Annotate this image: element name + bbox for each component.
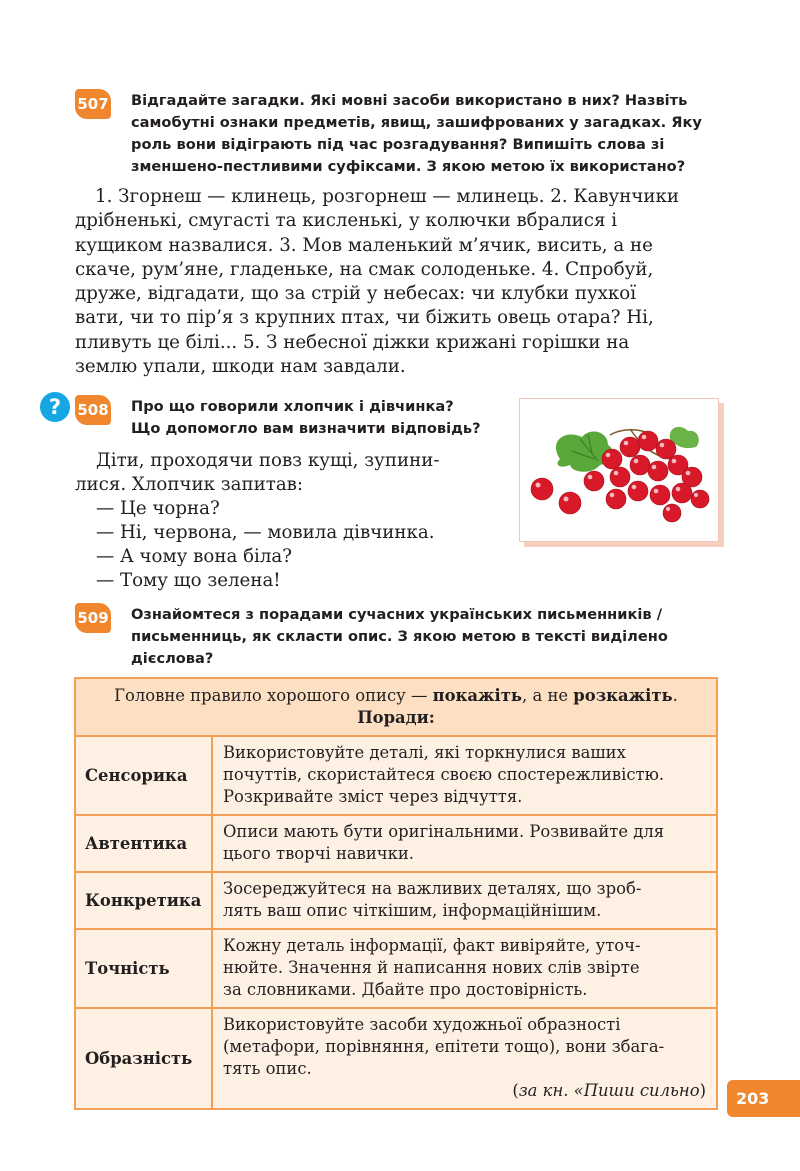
description-tips-table (74, 677, 718, 1110)
row-description (212, 815, 717, 872)
instruction-line: Ознайомтеся з порадами сучасних українських письменників / (131, 606, 663, 623)
desc-line: Описи мають бути оригінальними. Розвивайте для (223, 822, 665, 841)
row-term: Автентика (75, 815, 212, 872)
desc-line: Використовуйте засоби художньої образності (223, 1015, 621, 1034)
header-bold-tell: розкажіть (573, 686, 673, 705)
task-507 (75, 90, 702, 178)
tips-subheader: Поради: (357, 708, 435, 727)
text-line: 1. Згорнеш — клинець, розгорнеш — млинець. 2. Кавунчики (95, 186, 680, 207)
header-text: Головне правило хорошого опису — (114, 686, 433, 705)
desc-line: за словниками. Дбайте про достовірність. (223, 980, 588, 999)
task-number-badge: 509 (75, 603, 111, 633)
table-row (75, 1008, 717, 1109)
dialog-line: — Це чорна? (96, 498, 220, 519)
instruction-line: Про що говорили хлопчик і дівчинка? (131, 398, 454, 415)
desc-line: тять опис. (223, 1059, 312, 1078)
table-row (75, 929, 717, 1008)
instruction-line: Що допомогло вам визначити відповідь? (131, 420, 481, 437)
instruction-line: роль вони відіграють під час розгадування? Випишіть слова зі (131, 136, 665, 153)
header-text: , а не (522, 686, 574, 705)
text-line: скаче, рум’яне, гладеньке, на смак солоденьке. 4. Спробуй, (75, 258, 654, 280)
dialog-line: — Ні, червона, — мовила дівчинка. (96, 522, 435, 543)
dialog-line: — Тому що зелена! (96, 570, 281, 591)
task-instruction (131, 604, 699, 670)
row-description (212, 1008, 717, 1109)
dialog-intro (75, 449, 500, 498)
task-509 (75, 604, 699, 670)
desc-line: нюйте. Значення й написання нових слів звірте (223, 958, 640, 977)
task-number-badge: 508 (75, 395, 111, 425)
page-number: 203 (727, 1080, 800, 1117)
source-text: за кн. «Пиши сильно (518, 1081, 700, 1100)
red-currant-icon (520, 399, 718, 541)
question-icon: ? (40, 392, 70, 422)
task-instruction (131, 90, 702, 178)
table-header (75, 678, 717, 736)
red-currant-image (519, 398, 719, 542)
row-term: Конкретика (75, 872, 212, 929)
text-line: друже, відгадати, що за стрій у небесах: чи клубки пухкої (75, 283, 637, 305)
task-508 (75, 396, 481, 440)
desc-line: Зосереджуйтеся на важливих деталях, що зроб- (223, 879, 642, 898)
instruction-line: зменшено-пестливими суфіксами. З якою метою їх використано? (131, 158, 686, 175)
desc-line: лять ваш опис чіткішим, інформаційнішим. (223, 901, 602, 920)
source-citation (223, 1080, 706, 1102)
task-instruction (131, 396, 481, 440)
row-term: Сенсорика (75, 736, 212, 815)
desc-line: (метафори, порівняння, епітети тощо), вони збага- (223, 1037, 665, 1056)
row-term: Образність (75, 1008, 212, 1109)
desc-line: Розкривайте зміст через відчуття. (223, 787, 523, 806)
desc-line: цього творчі навички. (223, 844, 415, 863)
header-text: . (672, 686, 678, 705)
source-paren: ( (512, 1081, 519, 1100)
table-header-row (75, 678, 717, 736)
row-description (212, 929, 717, 1008)
header-bold-show: покажіть (432, 686, 523, 705)
instruction-line: письменниць, як скласти опис. З якою метою в тексті виділено (131, 628, 668, 645)
table-row (75, 872, 717, 929)
text-line: лися. Хлопчик запитав: (75, 474, 304, 496)
text-line: пливуть це білі... 5. З небесної діжки крижані горішки на (75, 331, 630, 353)
riddles-text (75, 185, 717, 379)
dialog-lines (96, 497, 434, 593)
table-row (75, 736, 717, 815)
text-line: Діти, проходячи повз кущі, зупини- (96, 450, 440, 471)
text-line: дрібненькі, смугасті та кисленькі, у колючки вбралися і (75, 210, 618, 232)
row-term: Точність (75, 929, 212, 1008)
text-line: кущиком назвалися. 3. Мов маленький м’ячик, висить, а не (75, 234, 653, 256)
desc-line: Кожну деталь інформації, факт вивіряйте, уточ- (223, 936, 641, 955)
instruction-line: самобутні ознаки предметів, явищ, зашифрованих у загадках. Яку (131, 114, 702, 131)
task-number-badge: 507 (75, 89, 111, 119)
source-paren: ) (699, 1081, 706, 1100)
desc-line: Використовуйте деталі, які торкнулися ваших (223, 743, 626, 762)
text-line: землю упали, шкоди нам завдали. (75, 356, 406, 378)
dialog-line: — А чому вона біла? (96, 546, 292, 567)
row-description (212, 736, 717, 815)
table-row (75, 815, 717, 872)
instruction-line: Відгадайте загадки. Які мовні засоби використано в них? Назвіть (131, 92, 688, 109)
instruction-line: дієслова? (131, 650, 214, 667)
desc-line: почуттів, скористайтеся своєю спостережливістю. (223, 765, 665, 784)
text-line: вати, чи то пір’я з крупних птах, чи біжить овець отара? Ні, (75, 307, 654, 329)
row-description (212, 872, 717, 929)
